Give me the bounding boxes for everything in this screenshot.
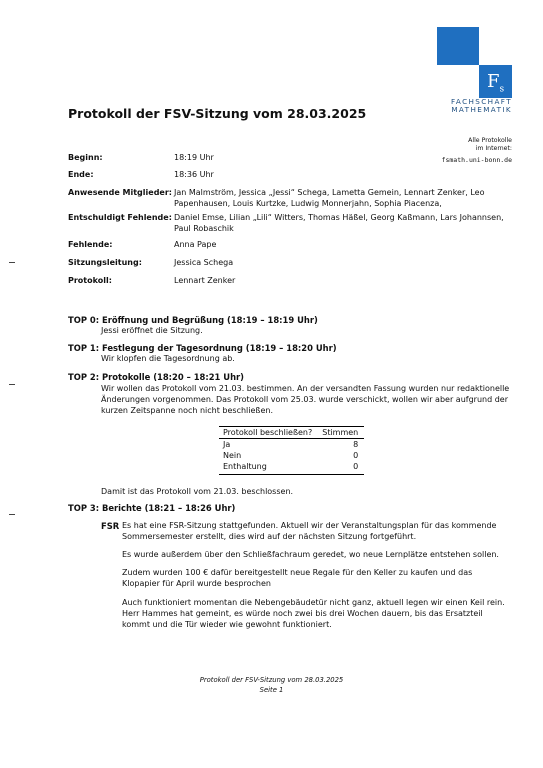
top-heading: TOP 2: Protokolle (18:20 – 18:21 Uhr) <box>68 372 244 382</box>
meta-label: Anwesende Mitglieder: <box>68 188 172 197</box>
top-heading: TOP 1: Festlegung der Tagesordnung (18:19 – 18:20 Uhr) <box>68 343 337 353</box>
meta-value: 18:36 Uhr <box>174 170 214 179</box>
report-paragraph: Auch funktioniert momentan die Nebengebäudetür nicht ganz, aktuell legen wir einen Keil rein. Herr Hammes hat gemeint, es würde noch zwei bis drei Wochen dauern, bis das Ersatzteil kommt und die Tür wieder wie gewohnt funktioniert. <box>122 598 505 629</box>
footer-title: Protokoll der FSV-Sitzung vom 28.03.2025 <box>199 676 344 684</box>
meta-value: Anna Pape <box>174 240 217 249</box>
table-row <box>219 461 364 475</box>
meta-value: Jan Malmström, Jessica „Jessi“ Schega, Lametta Gemein, Lennart Zenker, Leo Papenhausen, Louis Kurtzke, Ludwig Monnerjahn, Sophia Piacenza, <box>174 188 485 208</box>
table-row <box>219 439 364 451</box>
table-header: Protokoll beschließen? <box>219 427 318 439</box>
page-title: Protokoll der FSV-Sitzung vom 28.03.2025 <box>68 106 367 121</box>
logo-fs-icon: $F_s$ <box>486 71 505 95</box>
archive-url[interactable]: fsmath.uni-bonn.de <box>441 156 512 164</box>
top-text: Jessi eröffnet die Sitzung. <box>101 326 203 335</box>
vote-option: Ja <box>223 440 231 449</box>
vote-count: 8 <box>353 440 359 449</box>
report-paragraph: Es hat eine FSR-Sitzung stattgefunden. Aktuell wir der Veranstaltungsplan für das kommende Sommersemester erstellt, dies wird auf der nächsten Sitzung fortgeführt. <box>122 521 497 541</box>
vote-count: 0 <box>353 451 359 460</box>
top-heading: TOP 3: Berichte (18:21 – 18:26 Uhr) <box>68 503 236 513</box>
archive-note: Alle Protokolle im Internet: <box>468 137 512 152</box>
meta-label: Ende: <box>68 170 94 179</box>
vote-table <box>219 426 364 475</box>
meta-label: Entschuldigt Fehlende: <box>68 213 172 222</box>
footer-page-number: Seite 1 <box>259 686 284 694</box>
report-paragraph: Es wurde außerdem über den Schließfachraum geredet, wo neue Lernplätze entstehen sollen. <box>122 550 499 559</box>
meta-label: Fehlende: <box>68 240 113 249</box>
margin-mark <box>9 262 15 263</box>
report-label: FSR <box>101 521 120 531</box>
meta-value: Jessica Schega <box>174 258 234 267</box>
meta-value: Daniel Emse, Lilian „Lili“ Witters, Thomas Häßel, Georg Kaßmann, Lars Johannsen, Paul Robaschik <box>174 213 504 233</box>
meta-label: Sitzungsleitung: <box>68 258 142 267</box>
meta-label: Protokoll: <box>68 276 112 285</box>
table-row <box>219 450 364 461</box>
margin-mark <box>9 384 15 385</box>
margin-mark <box>9 514 15 515</box>
logo-block-large <box>437 27 479 65</box>
vote-option: Enthaltung <box>219 461 318 475</box>
report-paragraph: Zudem wurden 100 € dafür bereitgestellt neue Regale für den Keller zu kaufen und das Klopapier für April wurde besprochen <box>122 568 473 588</box>
table-header-row <box>219 427 364 439</box>
top-text: Wir klopfen die Tagesordnung ab. <box>101 354 235 363</box>
org-name: FACHSCHAFT MATHEMATIK <box>451 97 512 114</box>
meta-value: Lennart Zenker <box>174 276 236 285</box>
top-text: Damit ist das Protokoll vom 21.03. beschlossen. <box>101 487 294 496</box>
top-heading: TOP 0: Eröffnung und Begrüßung (18:19 – 18:19 Uhr) <box>68 315 318 325</box>
meta-value: 18:19 Uhr <box>174 153 214 162</box>
top-text: Wir wollen das Protokoll vom 21.03. bestimmen. An der versandten Fassung wurden nur redaktionelle Änderungen vorgenommen. Das Protokoll vom 25.03. wurde verschickt, wollen wir aber aufgrund der kurzen Zeitspanne noch nicht beschließen. <box>101 384 510 415</box>
vote-count: 0 <box>318 461 364 475</box>
vote-option: Nein <box>223 451 242 460</box>
table-header: Stimmen <box>318 427 364 439</box>
meta-label: Beginn: <box>68 153 103 162</box>
